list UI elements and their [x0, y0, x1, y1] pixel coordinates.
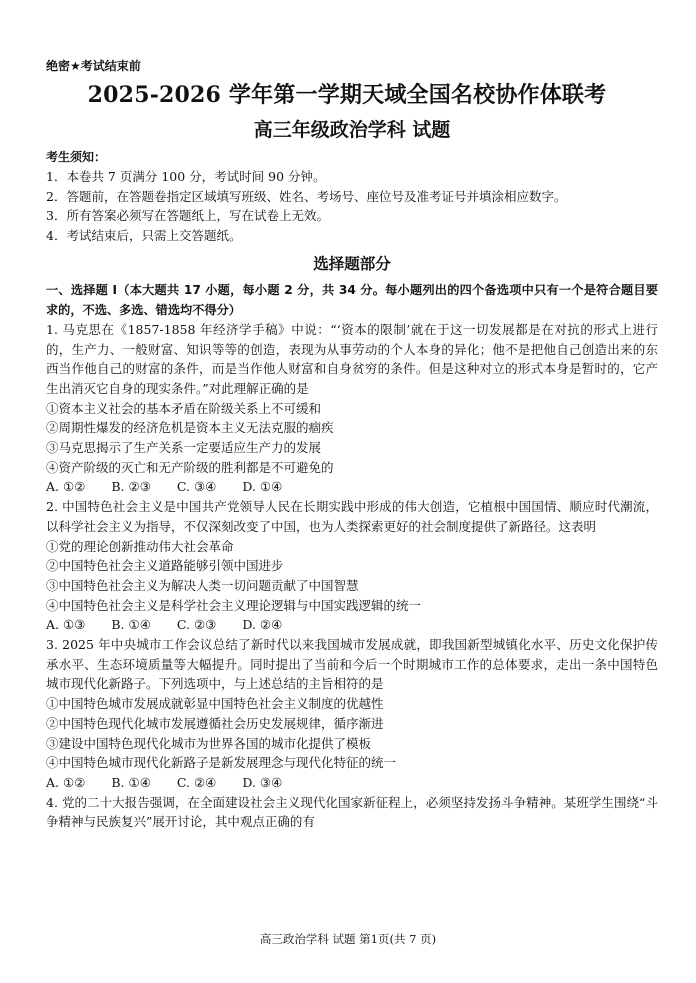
option-a: A. ①② — [46, 774, 86, 790]
part-heading: 一、选择题 Ⅰ（本大题共 17 小题，每小题 2 分，共 34 分。每小题列出的四个备选项中只有一个是符合题目要求的，不选、多选、错选均不得分） — [46, 282, 658, 317]
option-c: C. ③④ — [176, 479, 217, 495]
section-title: 选择题部分 — [313, 253, 391, 273]
question-statement: ②中国特色社会主义道路能够引领中国进步 — [46, 558, 284, 574]
answer-options — [46, 773, 658, 793]
question-statement: ④中国特色城市现代化新路子是新发展理念与现代化特征的统一 — [46, 755, 397, 771]
notice-title: 考生须知： — [46, 150, 107, 164]
question-stem: 4. 党的二十大报告强调，在全面建设社会主义现代化国家新征程上，必须坚持发扬斗争精神。某班学生围绕“斗争精神与民族复兴”展开讨论，其中观点正确的有 — [46, 794, 658, 830]
notice-item: 3．所有答案必须写在答题纸上，写在试卷上无效。 — [46, 208, 329, 224]
question-statement: ③马克思揭示了生产关系一定要适应生产力的发展 — [46, 440, 322, 456]
question-statement: ④资产阶级的灭亡和无产阶级的胜利都是不可避免的 — [46, 459, 334, 475]
exam-title: 2025-2026 学年第一学期天域全国名校协作体联考 — [87, 82, 607, 108]
option-d: D. ①④ — [242, 479, 283, 495]
option-b: B. ②③ — [111, 479, 151, 495]
option-b: B. ①④ — [111, 774, 151, 790]
question-stem: 2. 中国特色社会主义是中国共产党领导人民在长期实践中形成的伟大创造，它植根中国国情、顺应时代潮流，以科学社会主义为指导，不仅深刻改变了中国，也为人类探索更好的社会制度提供了新路径。这表明 — [46, 499, 658, 534]
question-statement: ③中国特色社会主义为解决人类一切问题贡献了中国智慧 — [46, 577, 359, 593]
option-d: D. ③④ — [242, 774, 283, 790]
question-statement: ③建设中国特色现代化城市为世界各国的城市化提供了模板 — [46, 735, 372, 751]
option-b: B. ①④ — [111, 617, 151, 633]
question-4 — [46, 793, 658, 832]
secret-mark: 绝密★考试结束前 — [46, 59, 141, 73]
question-stem: 1. 马克思在《1857-1858 年经济学手稿》中说：“‘资本的限制’就在于这一切发展都是在对抗的形式上进行的，生产力、一般财富、知识等等的创造，表现为从事劳动的个人本身的异化；他不是把他自己创造出来的东西当作他自己的财富的条件，而是当作他人财富和自身贫穷的条件。但是这种对立的形式本身是暂时的，它产生出消灭它自身的现实条件。”对此理解正确的是 — [46, 321, 658, 396]
question-statement: ①党的理论创新推动伟大社会革命 — [46, 538, 234, 554]
option-a: A. ①② — [46, 479, 86, 495]
option-d: D. ②④ — [242, 617, 283, 633]
option-c: C. ②③ — [176, 617, 217, 633]
exam-subtitle: 高三年级政治学科 试题 — [253, 119, 451, 141]
question-1 — [46, 320, 658, 497]
question-statement: ②周期性爆发的经济危机是资本主义无法克服的痼疾 — [46, 420, 334, 436]
answer-options — [46, 615, 658, 635]
notice-item: 4．考试结束后，只需上交答题纸。 — [46, 228, 242, 244]
question-statement: ②中国特色现代化城市发展遵循社会历史发展规律，循序渐进 — [46, 715, 384, 731]
notice-item: 2．答题前，在答题卷指定区域填写班级、姓名、考场号、座位号及准考证号并填涂相应数字。 — [46, 188, 567, 204]
question-2 — [46, 497, 658, 635]
notice-item: 1．本卷共 7 页满分 100 分，考试时间 90 分钟。 — [46, 169, 326, 184]
question-statement: ①中国特色城市发展成就彰显中国特色社会主义制度的优越性 — [46, 696, 384, 712]
option-c: C. ②④ — [176, 774, 217, 790]
question-3 — [46, 635, 658, 793]
option-a: A. ①③ — [46, 617, 86, 633]
question-statement: ④中国特色社会主义是科学社会主义理论逻辑与中国实践逻辑的统一 — [46, 597, 422, 613]
notice-block — [46, 148, 658, 246]
question-stem: 3. 2025 年中央城市工作会议总结了新时代以来我国城市发展成就，即我国新型城镇化水平、历史文化保护传承水平、生态环境质量等大幅提升。同时提出了当前和今后一个时期城市工作的总体要求，走出一条中国特色城市现代化新路子。下列选项中，与上述总结的主旨相符的是 — [46, 637, 658, 692]
exam-page — [46, 58, 658, 832]
page-footer: 高三政治学科 试题 第1页(共 7 页) — [259, 932, 437, 946]
question-statement: ①资本主义社会的基本矛盾在阶级关系上不可缓和 — [46, 400, 322, 416]
answer-options — [46, 477, 658, 497]
